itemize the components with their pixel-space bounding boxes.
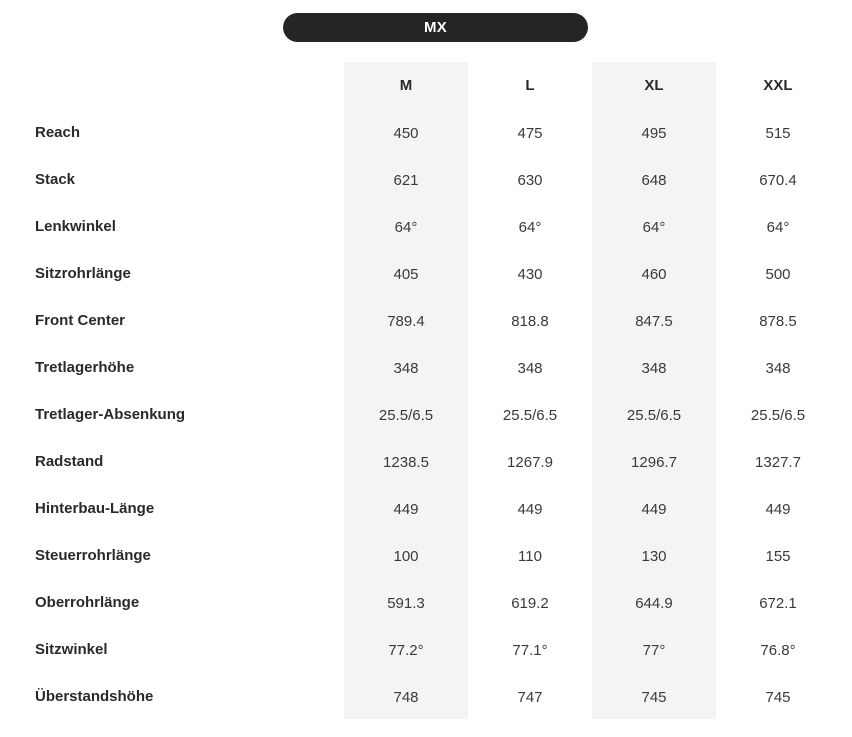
table-row-lenkwinkel: [0, 204, 852, 251]
table-cell: 77.1°: [512, 642, 548, 659]
table-cell: 25.5/6.5: [750, 407, 806, 424]
table-cell: 1238.5: [383, 454, 429, 471]
table-cell: 460: [641, 266, 667, 283]
table-row-sitzwinkel: [0, 627, 852, 674]
row-label: Front Center: [35, 312, 125, 329]
table-cell: 348: [393, 360, 419, 377]
table-cell: 130: [641, 548, 667, 565]
table-cell: 110: [518, 548, 542, 565]
table-cell: 621: [393, 172, 419, 189]
size-header-row: [0, 72, 852, 100]
table-cell: 648: [641, 172, 667, 189]
table-cell: 630: [517, 172, 543, 189]
row-label: Tretlager-Absenkung: [35, 406, 186, 423]
row-label: Tretlagerhöhe: [35, 359, 135, 376]
row-label: Sitzwinkel: [35, 641, 108, 658]
size-header-m: M: [399, 77, 413, 94]
table-row-radstand: [0, 439, 852, 486]
table-cell: 1267.9: [507, 454, 553, 471]
table-row-stack: [0, 157, 852, 204]
table-cell: 748: [393, 689, 419, 706]
table-row-tretlagerhoehe: [0, 345, 852, 392]
table-cell: 348: [765, 360, 791, 377]
table-cell: 644.9: [635, 595, 673, 612]
table-cell: 100: [393, 548, 419, 565]
table-cell: 1327.7: [755, 454, 801, 471]
table-cell: 515: [765, 125, 791, 142]
table-cell: 405: [393, 266, 419, 283]
table-cell: 64°: [642, 219, 666, 236]
table-cell: 348: [641, 360, 667, 377]
table-cell: 64°: [394, 219, 418, 236]
table-cell: 818.8: [511, 313, 549, 330]
table-cell: 1296.7: [631, 454, 677, 471]
row-label: Sitzrohrlänge: [35, 265, 131, 282]
table-cell: 449: [765, 501, 791, 518]
table-cell: 77°: [642, 642, 666, 659]
table-cell: 789.4: [387, 313, 425, 330]
table-row-tretlager-absenkung: [0, 392, 852, 439]
row-label: Steuerrohrlänge: [35, 547, 151, 564]
row-label: Radstand: [35, 453, 104, 470]
table-cell: 450: [393, 125, 419, 142]
table-cell: 619.2: [511, 595, 549, 612]
model-tab-mx[interactable]: MX: [283, 13, 588, 42]
table-cell: 495: [641, 125, 667, 142]
table-cell: 25.5/6.5: [502, 407, 558, 424]
table-cell: 430: [517, 266, 543, 283]
size-header-xl: XL: [644, 77, 664, 94]
size-header-l: L: [525, 77, 535, 94]
table-cell: 76.8°: [760, 642, 796, 659]
row-label: Lenkwinkel: [35, 218, 116, 235]
row-label: Oberrohrlänge: [35, 594, 140, 611]
table-cell: 745: [641, 689, 667, 706]
table-cell: 591.3: [387, 595, 425, 612]
table-cell: 348: [517, 360, 543, 377]
row-label: Reach: [35, 124, 81, 141]
row-label: Überstandshöhe: [35, 688, 154, 705]
table-cell: 77.2°: [388, 642, 424, 659]
table-cell: 25.5/6.5: [378, 407, 434, 424]
table-cell: 475: [517, 125, 543, 142]
table-cell: 64°: [518, 219, 542, 236]
table-cell: 847.5: [635, 313, 673, 330]
table-row-hinterbau-laenge: [0, 486, 852, 533]
table-cell: 449: [641, 501, 667, 518]
table-row-steuerrohrlaenge: [0, 533, 852, 580]
row-label: Hinterbau-Länge: [35, 500, 155, 517]
table-row-reach: [0, 110, 852, 157]
table-row-sitzrohrlaenge: [0, 251, 852, 298]
table-cell: 155: [765, 548, 791, 565]
table-row-oberrohrlaenge: [0, 580, 852, 627]
table-cell: 449: [393, 501, 419, 518]
table-cell: 64°: [766, 219, 790, 236]
table-cell: 745: [765, 689, 791, 706]
table-row-front-center: [0, 298, 852, 345]
table-cell: 878.5: [759, 313, 797, 330]
table-cell: 747: [517, 689, 543, 706]
table-cell: 449: [517, 501, 543, 518]
geometry-table: [0, 110, 852, 721]
table-cell: 500: [765, 266, 791, 283]
row-label: Stack: [35, 171, 76, 188]
table-cell: 672.1: [759, 595, 797, 612]
table-cell: 670.4: [759, 172, 797, 189]
table-cell: 25.5/6.5: [626, 407, 682, 424]
table-row-ueberstandshoehe: [0, 674, 852, 721]
size-header-xxl: XXL: [763, 77, 793, 94]
